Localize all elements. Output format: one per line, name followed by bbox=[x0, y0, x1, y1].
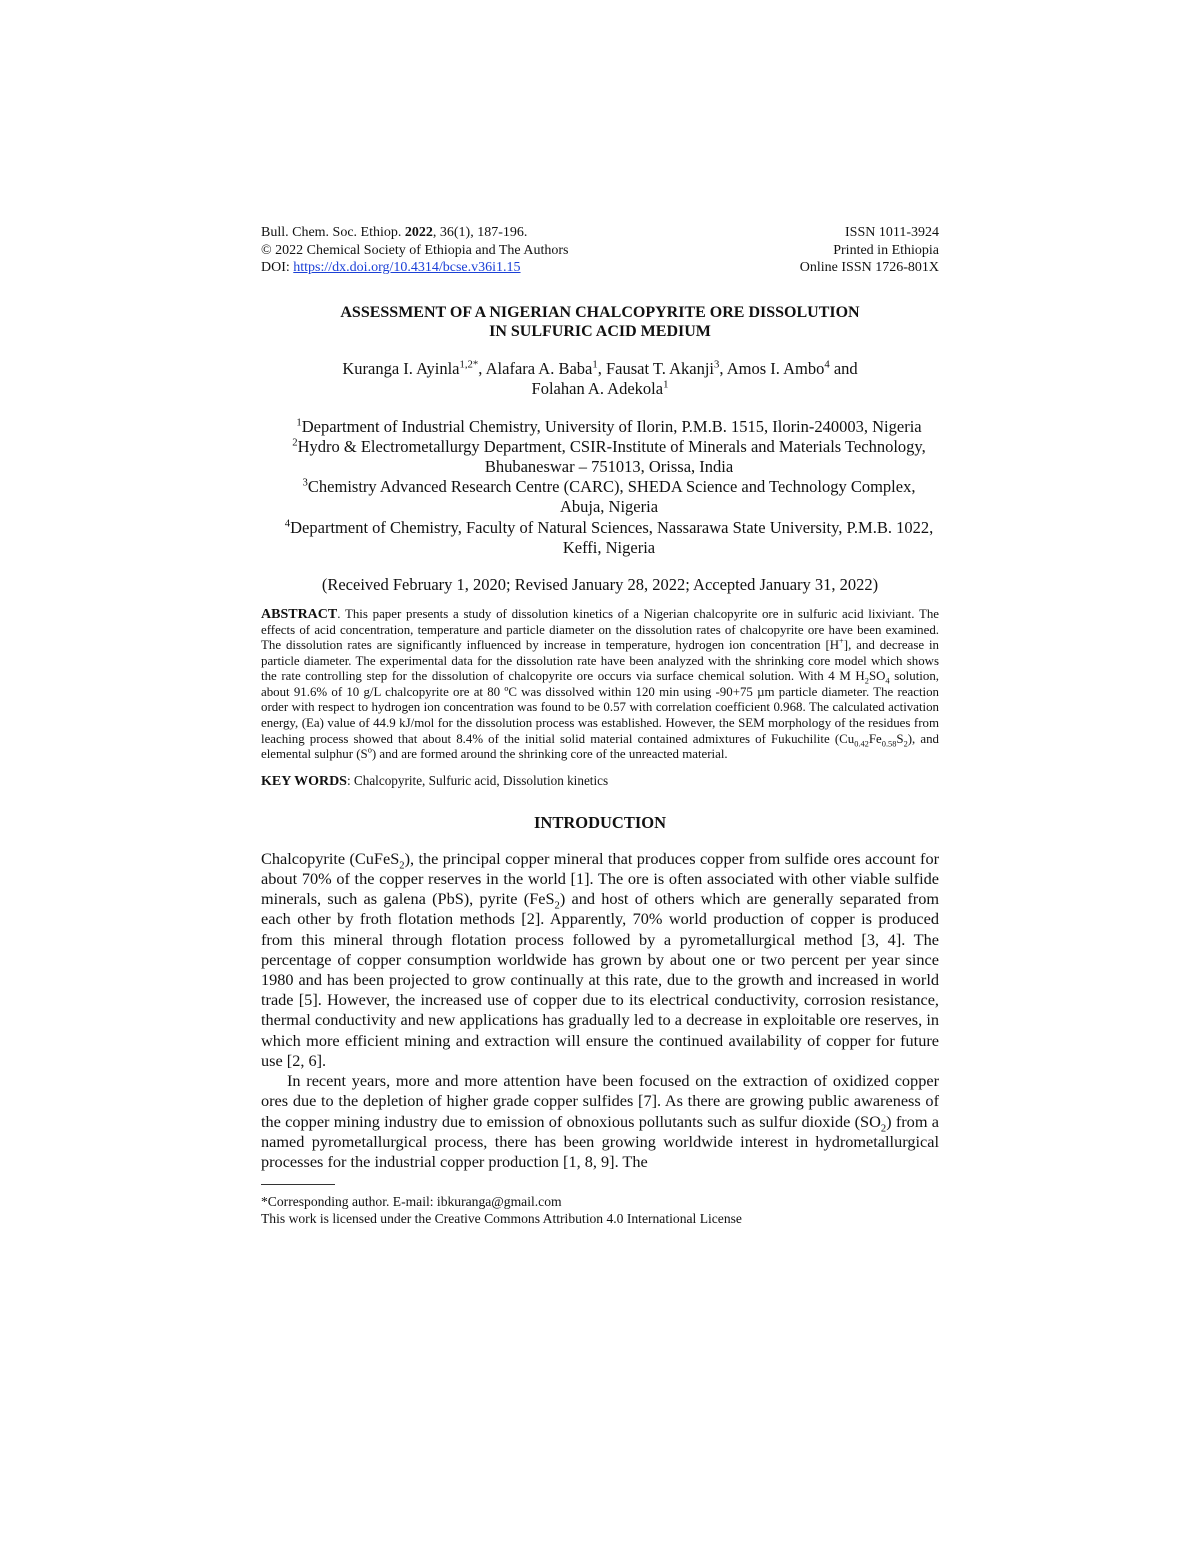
paper-page bbox=[261, 224, 939, 1227]
section-heading-introduction: INTRODUCTION bbox=[533, 812, 667, 832]
affiliation-2: $^2$Hydro & Electrometallurgy Department, CSIR-Institute of Minerals and Materials Technology, Bhubaneswar – 751013, Orissa, India bbox=[292, 436, 926, 476]
paper-title: ASSESSMENT OF A NIGERIAN CHALCOPYRITE ORE DISSOLUTION IN SULFURIC ACID MEDIUM bbox=[340, 303, 860, 340]
corresponding-author-note: *Corresponding author. E-mail: ibkuranga@gmail.com bbox=[261, 1194, 562, 1210]
affiliations bbox=[279, 417, 939, 558]
intro-paragraph-1: Chalcopyrite (CuFeS$_2$), the principal copper mineral that produces copper from sulfide ores account for about 70% of the copper reserves in the world [1]. The ore is often associated with other viable sulfide minerals, such as galena (PbS), pyrite (FeS$_2$) and host of others which are generally separated from each other by froth flotation methods [2]. Apparently, 70% world production of copper is produced from this mineral through flotation process followed by a pyrometallurgical method [3, 4]. The percentage of copper consumption worldwide has grown by about one or two percent per year since 1980 and has been projected to grow continually at this rate, due to the growth and increased in world trade [5]. However, the increased use of copper due to its electrical conductivity, corrosion resistance, thermal conductivity and new applications has gradually led to a decrease in exploitable ore reserves, in which more efficient mining and extraction will ensure the continued availability of copper for future use [2, 6]. bbox=[261, 848, 940, 1070]
copyright-line: © 2022 Chemical Society of Ethiopia and The Authors bbox=[261, 242, 569, 258]
affiliation-3: $^3$Chemistry Advanced Research Centre (CARC), SHEDA Science and Technology Complex, Abuja, Nigeria bbox=[302, 476, 916, 517]
affiliation-1: $^1$Department of Industrial Chemistry, University of Ilorin, P.M.B. 1515, Ilorin-240003, Nigeria bbox=[296, 416, 922, 436]
author-list: Kuranga I. Ayinla$^{1,2*}$, Alafara A. Baba$^1$, Fausat T. Akanji$^3$, Amos I. Ambo$^4$ and Folahan A. Adekola$^1$ bbox=[342, 358, 858, 398]
online-issn-line: Online ISSN 1726-801X bbox=[799, 260, 939, 275]
abstract: ABSTRACT. This paper presents a study of dissolution kinetics of a Nigerian chalcopyrite ore in sulfuric acid lixiviant. The effects of acid concentration, temperature and particle diameter on the dissolution rates of chalcopyrite ore have been examined. The dissolution rates are significantly influenced by increase in temperature, hydrogen ion concentration [H+], and decrease in particle diameter. The experimental data for the dissolution rate have been analyzed with the shrinking core model which shows the rate controlling step for the dissolution of chalcopyrite ore occurs via surface chemical solution. With 4 M $H_2SO_4$ solution, about 91.6% of 10 g/L chalcopyrite ore at 80 ºC was dissolved within 120 min using -90+75 µm particle diameter. The reaction order with respect to hydrogen ion concentration was found to be 0.57 with correlation coefficient 0.968. The calculated activation energy, (Ea) value of 44.9 kJ/mol for the dissolution process was established. However, the SEM morphology of the residues from leaching process showed that about 8.4% of the initial solid material contained admixtures of Fukuchilite $(Cu_{0.42}Fe_{0.58}S_2)$, and elemental sulphur $(S^o)$ and are formed around the shrinking core of the unreacted material. bbox=[261, 606, 940, 762]
issn-line: ISSN 1011-3924 bbox=[845, 225, 939, 240]
header-right bbox=[800, 224, 939, 277]
footnote-divider bbox=[261, 1184, 335, 1185]
license-note: This work is licensed under the Creative Commons Attribution 4.0 International License bbox=[261, 1211, 742, 1227]
citation-line: Bull. Chem. Soc. Ethiop. 2022, 36(1), 187-196. bbox=[261, 225, 528, 240]
doi-line: DOI: https://dx.doi.org/10.4314/bcse.v36i1.15 bbox=[261, 260, 521, 275]
keywords: KEY WORDS: Chalcopyrite, Sulfuric acid, Dissolution kinetics bbox=[261, 772, 609, 789]
citation-year: 2022 bbox=[404, 225, 433, 240]
affiliation-4: $^4$Department of Chemistry, Faculty of Natural Sciences, Nassarawa State University, P.M.B. 1022, Keffi, Nigeria bbox=[284, 517, 934, 557]
doi-link[interactable]: https://dx.doi.org/10.4314/bcse.v36i1.15 bbox=[293, 260, 521, 275]
journal-header bbox=[261, 224, 939, 277]
printed-line: Printed in Ethiopia bbox=[833, 242, 939, 258]
abstract-label: ABSTRACT bbox=[261, 606, 338, 622]
footnotes bbox=[261, 1193, 939, 1227]
received-dates: (Received February 1, 2020; Revised January 28, 2022; Accepted January 31, 2022) bbox=[321, 574, 879, 594]
intro-paragraph-2: In recent years, more and more attention have been focused on the extraction of oxidized copper ores due to the depletion of higher grade copper sulfides [7]. As there are growing public awareness of the copper mining industry due to emission of obnoxious pollutants such as sulfur dioxide $(SO_2)$ from a named pyrometallurgical process, there has been growing worldwide interest in hydrometallurgical processes for the industrial copper production [1, 8, 9]. The bbox=[261, 1071, 939, 1171]
header-left bbox=[261, 224, 568, 277]
keywords-label: KEY WORDS bbox=[261, 773, 347, 789]
